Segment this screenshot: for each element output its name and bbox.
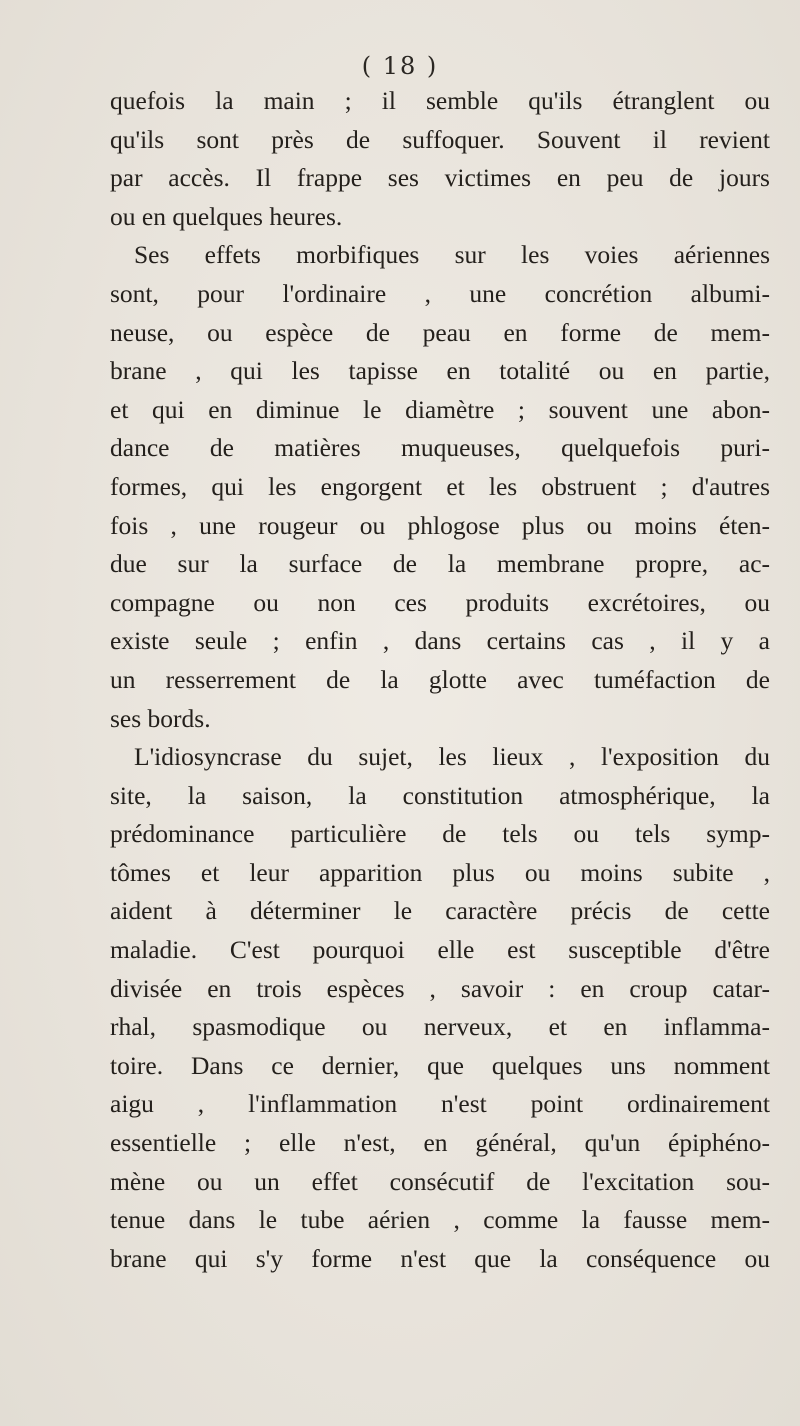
body-text <box>110 82 770 1278</box>
page-number: ( 18 ) <box>361 52 439 80</box>
text-line: due sur la surface de la membrane propre, ac- <box>110 549 770 579</box>
text-line: tenue dans le tube aérien , comme la fausse mem- <box>110 1205 770 1235</box>
text-line: tômes et leur apparition plus ou moins subite , <box>110 857 770 887</box>
text-line: sont, pour l'ordinaire , une concrétion albumi- <box>110 278 770 308</box>
text-line: rhal, spasmodique ou nerveux, et en inflamma- <box>110 1012 770 1042</box>
text-line: et qui en diminue le diamètre ; souvent une abon- <box>110 394 770 424</box>
text-line: essentielle ; elle n'est, en général, qu'un épiphéno- <box>110 1128 770 1158</box>
text-line: aigu , l'inflammation n'est point ordinairement <box>110 1089 770 1119</box>
text-line: formes, qui les engorgent et les obstruent ; d'autres <box>110 471 770 501</box>
text-line: un resserrement de la glotte avec tuméfaction de <box>110 664 770 694</box>
text-line: neuse, ou espèce de peau en forme de mem- <box>110 317 770 347</box>
text-line: qu'ils sont près de suffoquer. Souvent il revient <box>110 124 770 154</box>
text-line: ou en quelques heures. <box>110 201 343 231</box>
text-line: site, la saison, la constitution atmosphérique, la <box>110 780 770 810</box>
text-line: ses bords. <box>110 703 211 733</box>
text-line: maladie. C'est pourquoi elle est susceptible d'être <box>110 935 770 965</box>
text-line: quefois la main ; il semble qu'ils étranglent ou <box>110 86 770 115</box>
text-line: prédominance particulière de tels ou tels symp- <box>110 819 770 849</box>
text-line: aident à déterminer le caractère précis de cette <box>110 896 770 926</box>
text-line: brane qui s'y forme n'est que la conséquence ou <box>110 1243 770 1273</box>
text-line: L'idiosyncrase du sujet, les lieux , l'exposition du <box>134 742 770 772</box>
text-line: dance de matières muqueuses, quelquefois puri- <box>110 433 770 463</box>
text-line: brane , qui les tapisse en totalité ou en partie, <box>110 356 770 386</box>
text-line: fois , une rougeur ou phlogose plus ou moins éten- <box>110 510 770 540</box>
text-line: toire. Dans ce dernier, que quelques uns nomment <box>110 1050 770 1080</box>
text-line: Ses effets morbifiques sur les voies aériennes <box>134 240 770 270</box>
text-line: existe seule ; enfin , dans certains cas , il y a <box>110 626 770 656</box>
text-line: divisée en trois espèces , savoir : en croup catar- <box>110 973 770 1003</box>
text-line: mène ou un effet consécutif de l'excitation sou- <box>110 1166 770 1196</box>
text-line: compagne ou non ces produits excrétoires, ou <box>110 587 770 617</box>
text-line: par accès. Il frappe ses victimes en peu de jours <box>110 163 770 193</box>
